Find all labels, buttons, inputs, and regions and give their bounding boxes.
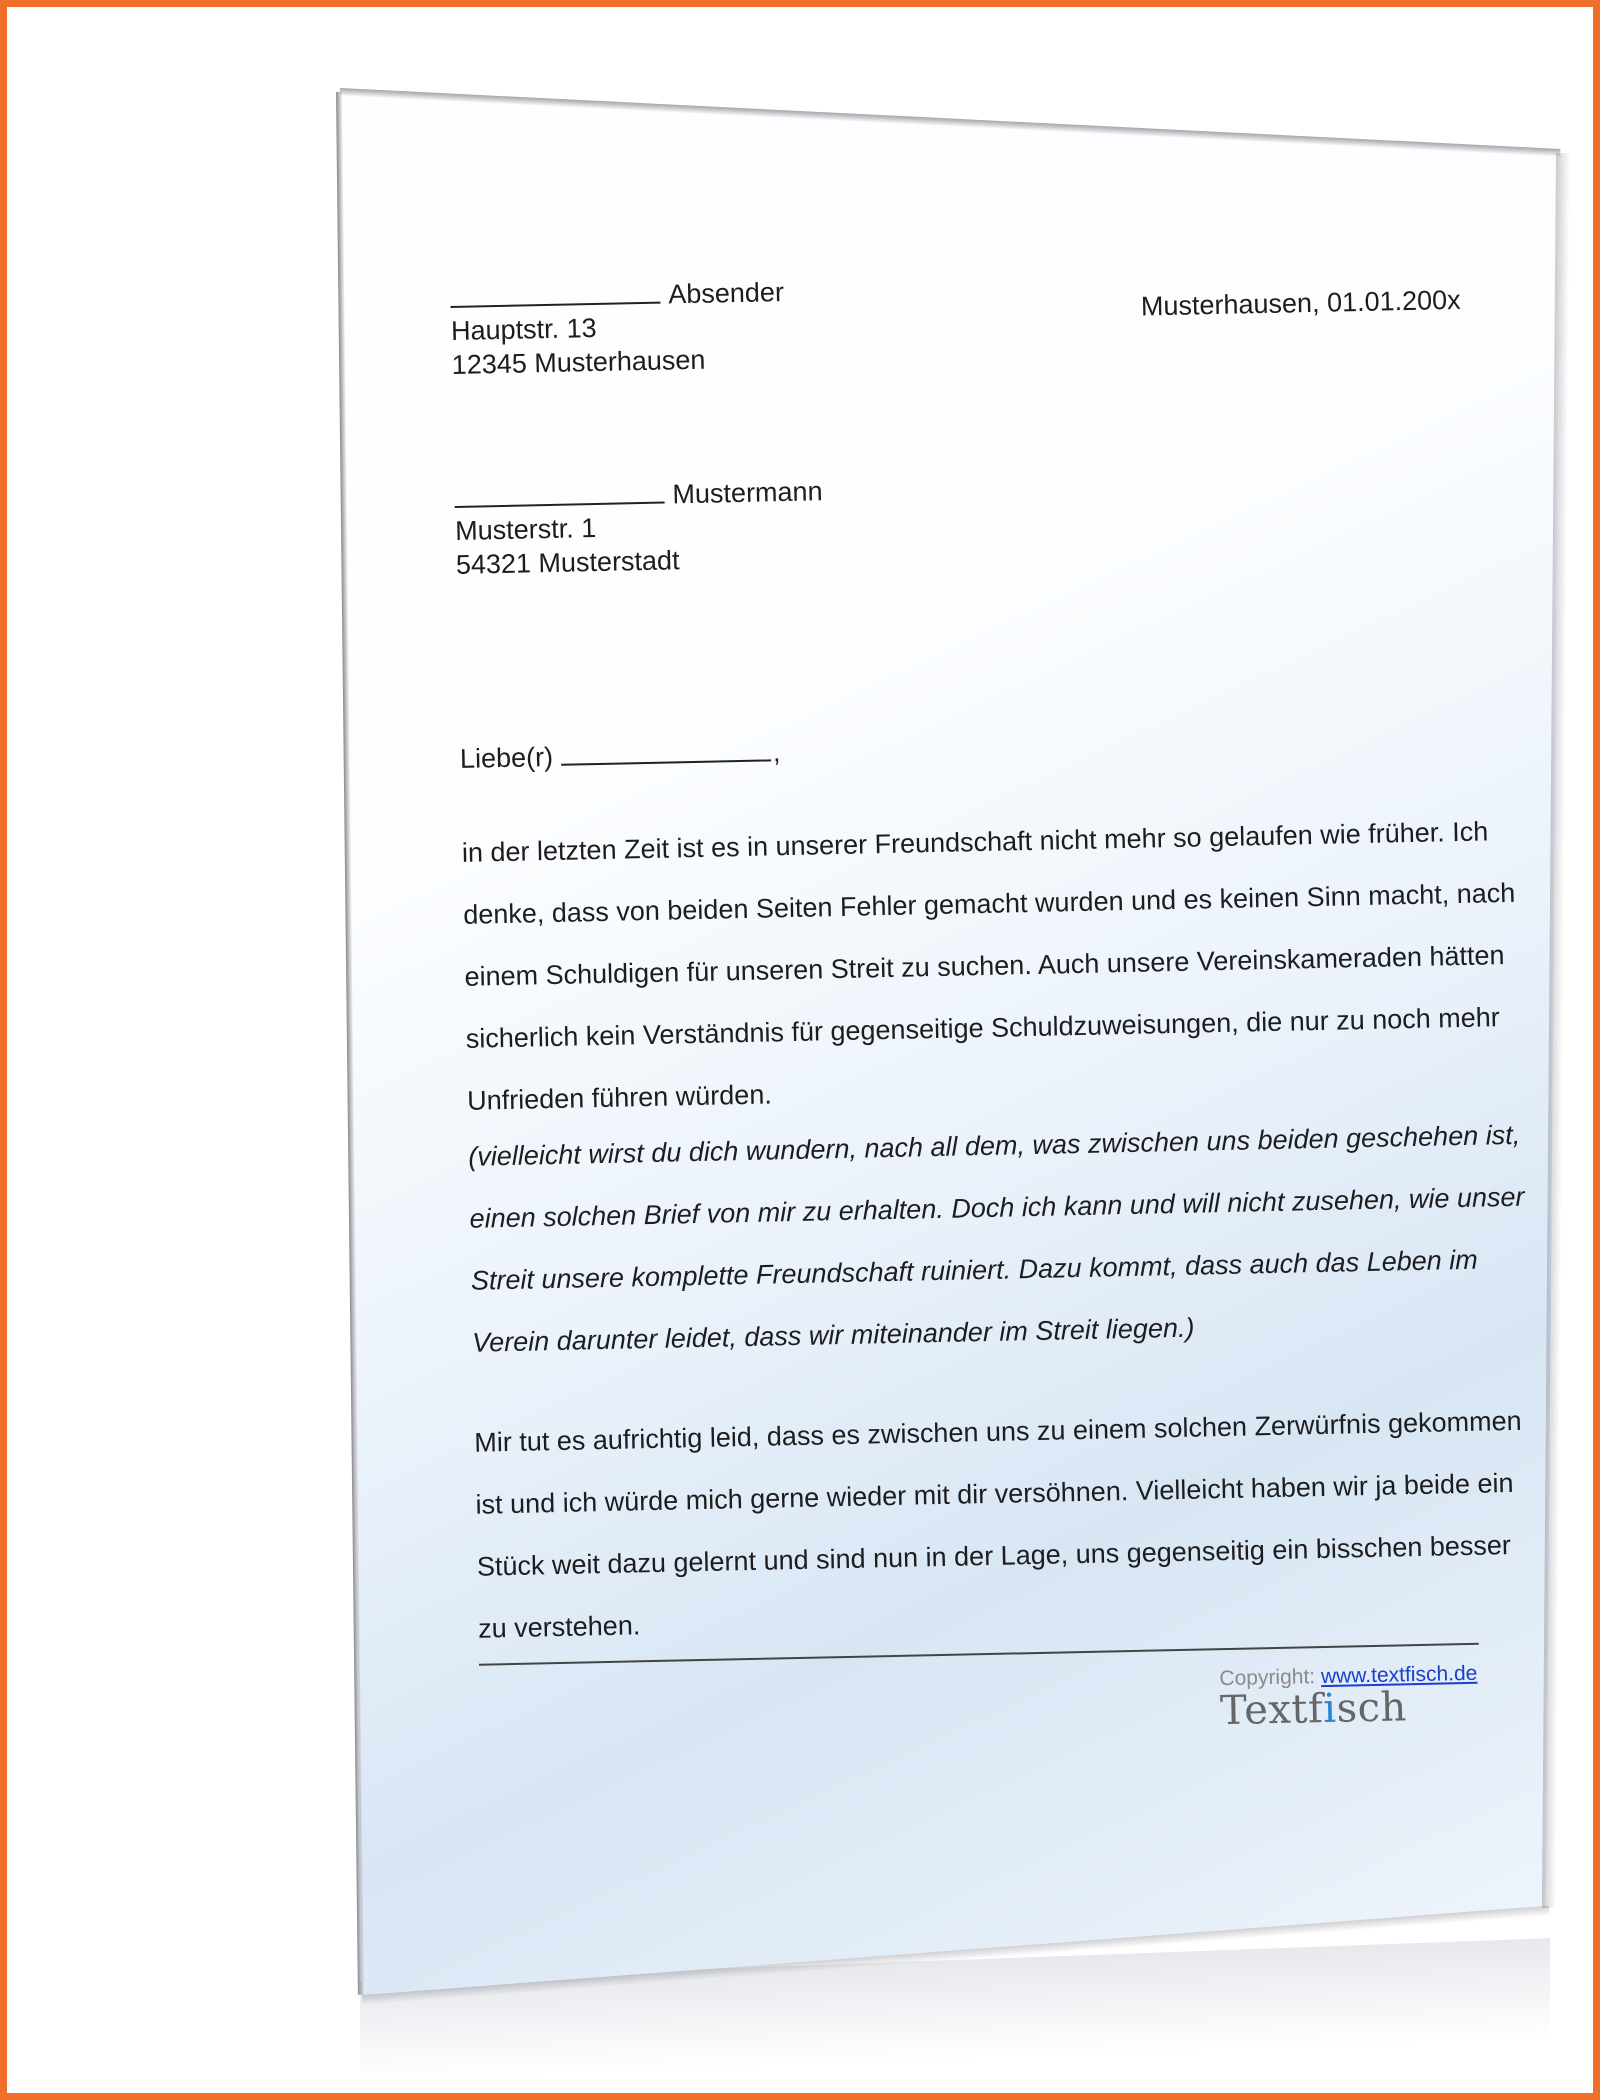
- paragraph-line: Streit unsere komplette Freundschaft ruiniert. Dazu kommt, dass auch das Leben im: [470, 1244, 1478, 1296]
- paragraph-line: Stück weit dazu gelernt und sind nun in der Lage, uns gegenseitig ein bisschen besser: [476, 1530, 1512, 1582]
- recipient-city: 54321 Musterstadt: [455, 545, 680, 580]
- copyright-label: Copyright:: [1219, 1665, 1316, 1691]
- paragraph-line: Verein darunter leidet, dass wir miteinander im Streit liegen.): [471, 1312, 1195, 1358]
- recipient-street: Musterstr. 1: [454, 512, 597, 546]
- logo-text: sch: [1336, 1684, 1408, 1732]
- sender-label: Absender: [667, 277, 785, 310]
- sender-street: Hauptstr. 13: [450, 312, 597, 346]
- recipient-blank: [454, 478, 664, 508]
- body-paragraph-1: [461, 801, 1516, 1132]
- paragraph-line: sicherlich kein Verständnis für gegenseitige Schuldzuweisungen, die nur zu noch mehr: [465, 1002, 1501, 1054]
- salutation-blank: [561, 735, 771, 765]
- body-paragraph-2: [474, 1391, 1522, 1660]
- copyright-link[interactable]: www.textfisch.de: [1320, 1661, 1478, 1689]
- sender-blank: [450, 278, 660, 308]
- sender-name-line: [450, 275, 784, 316]
- logo-fish-letter: i: [1322, 1685, 1338, 1733]
- salutation-suffix: ,: [772, 737, 781, 768]
- paragraph-line: einen solchen Brief von mir zu erhalten. Doch ich kann und will nicht zusehen, wie unser: [469, 1181, 1525, 1234]
- paragraph-line: einem Schuldigen für unseren Streit zu suchen. Auch unsere Vereinskameraden hätten: [464, 940, 1505, 992]
- sender-city: 12345 Musterhausen: [451, 344, 706, 380]
- salutation-prefix: Liebe(r): [459, 741, 554, 774]
- paragraph-line: ist und ich würde mich gerne wieder mit dir versöhnen. Vielleicht haben wir ja beide ein: [475, 1467, 1514, 1520]
- paragraph-line: denke, dass von beiden Seiten Fehler gemacht wurden und es keinen Sinn macht, nach: [462, 877, 1516, 930]
- letter-date: Musterhausen, 01.01.200x: [1140, 284, 1461, 322]
- paragraph-line: Mir tut es aufrichtig leid, dass es zwischen uns zu einem solchen Zerwürfnis gekommen: [474, 1405, 1522, 1458]
- textfisch-logo: [1219, 1684, 1408, 1735]
- recipient-label: Mustermann: [672, 476, 823, 510]
- paragraph-line: Unfrieden führen würden.: [466, 1079, 773, 1116]
- salutation: [460, 735, 781, 776]
- paragraph-line: zu verstehen.: [477, 1610, 641, 1644]
- logo-text: Textf: [1219, 1686, 1324, 1735]
- paragraph-line: (vielleicht wirst du dich wundern, nach all dem, was zwischen uns beiden geschehen ist,: [468, 1119, 1521, 1172]
- body-paragraph-italic: [468, 1105, 1525, 1374]
- paragraph-line: in der letzten Zeit ist es in unserer Freundschaft nicht mehr so gelaufen wie früher. Ich: [461, 816, 1489, 868]
